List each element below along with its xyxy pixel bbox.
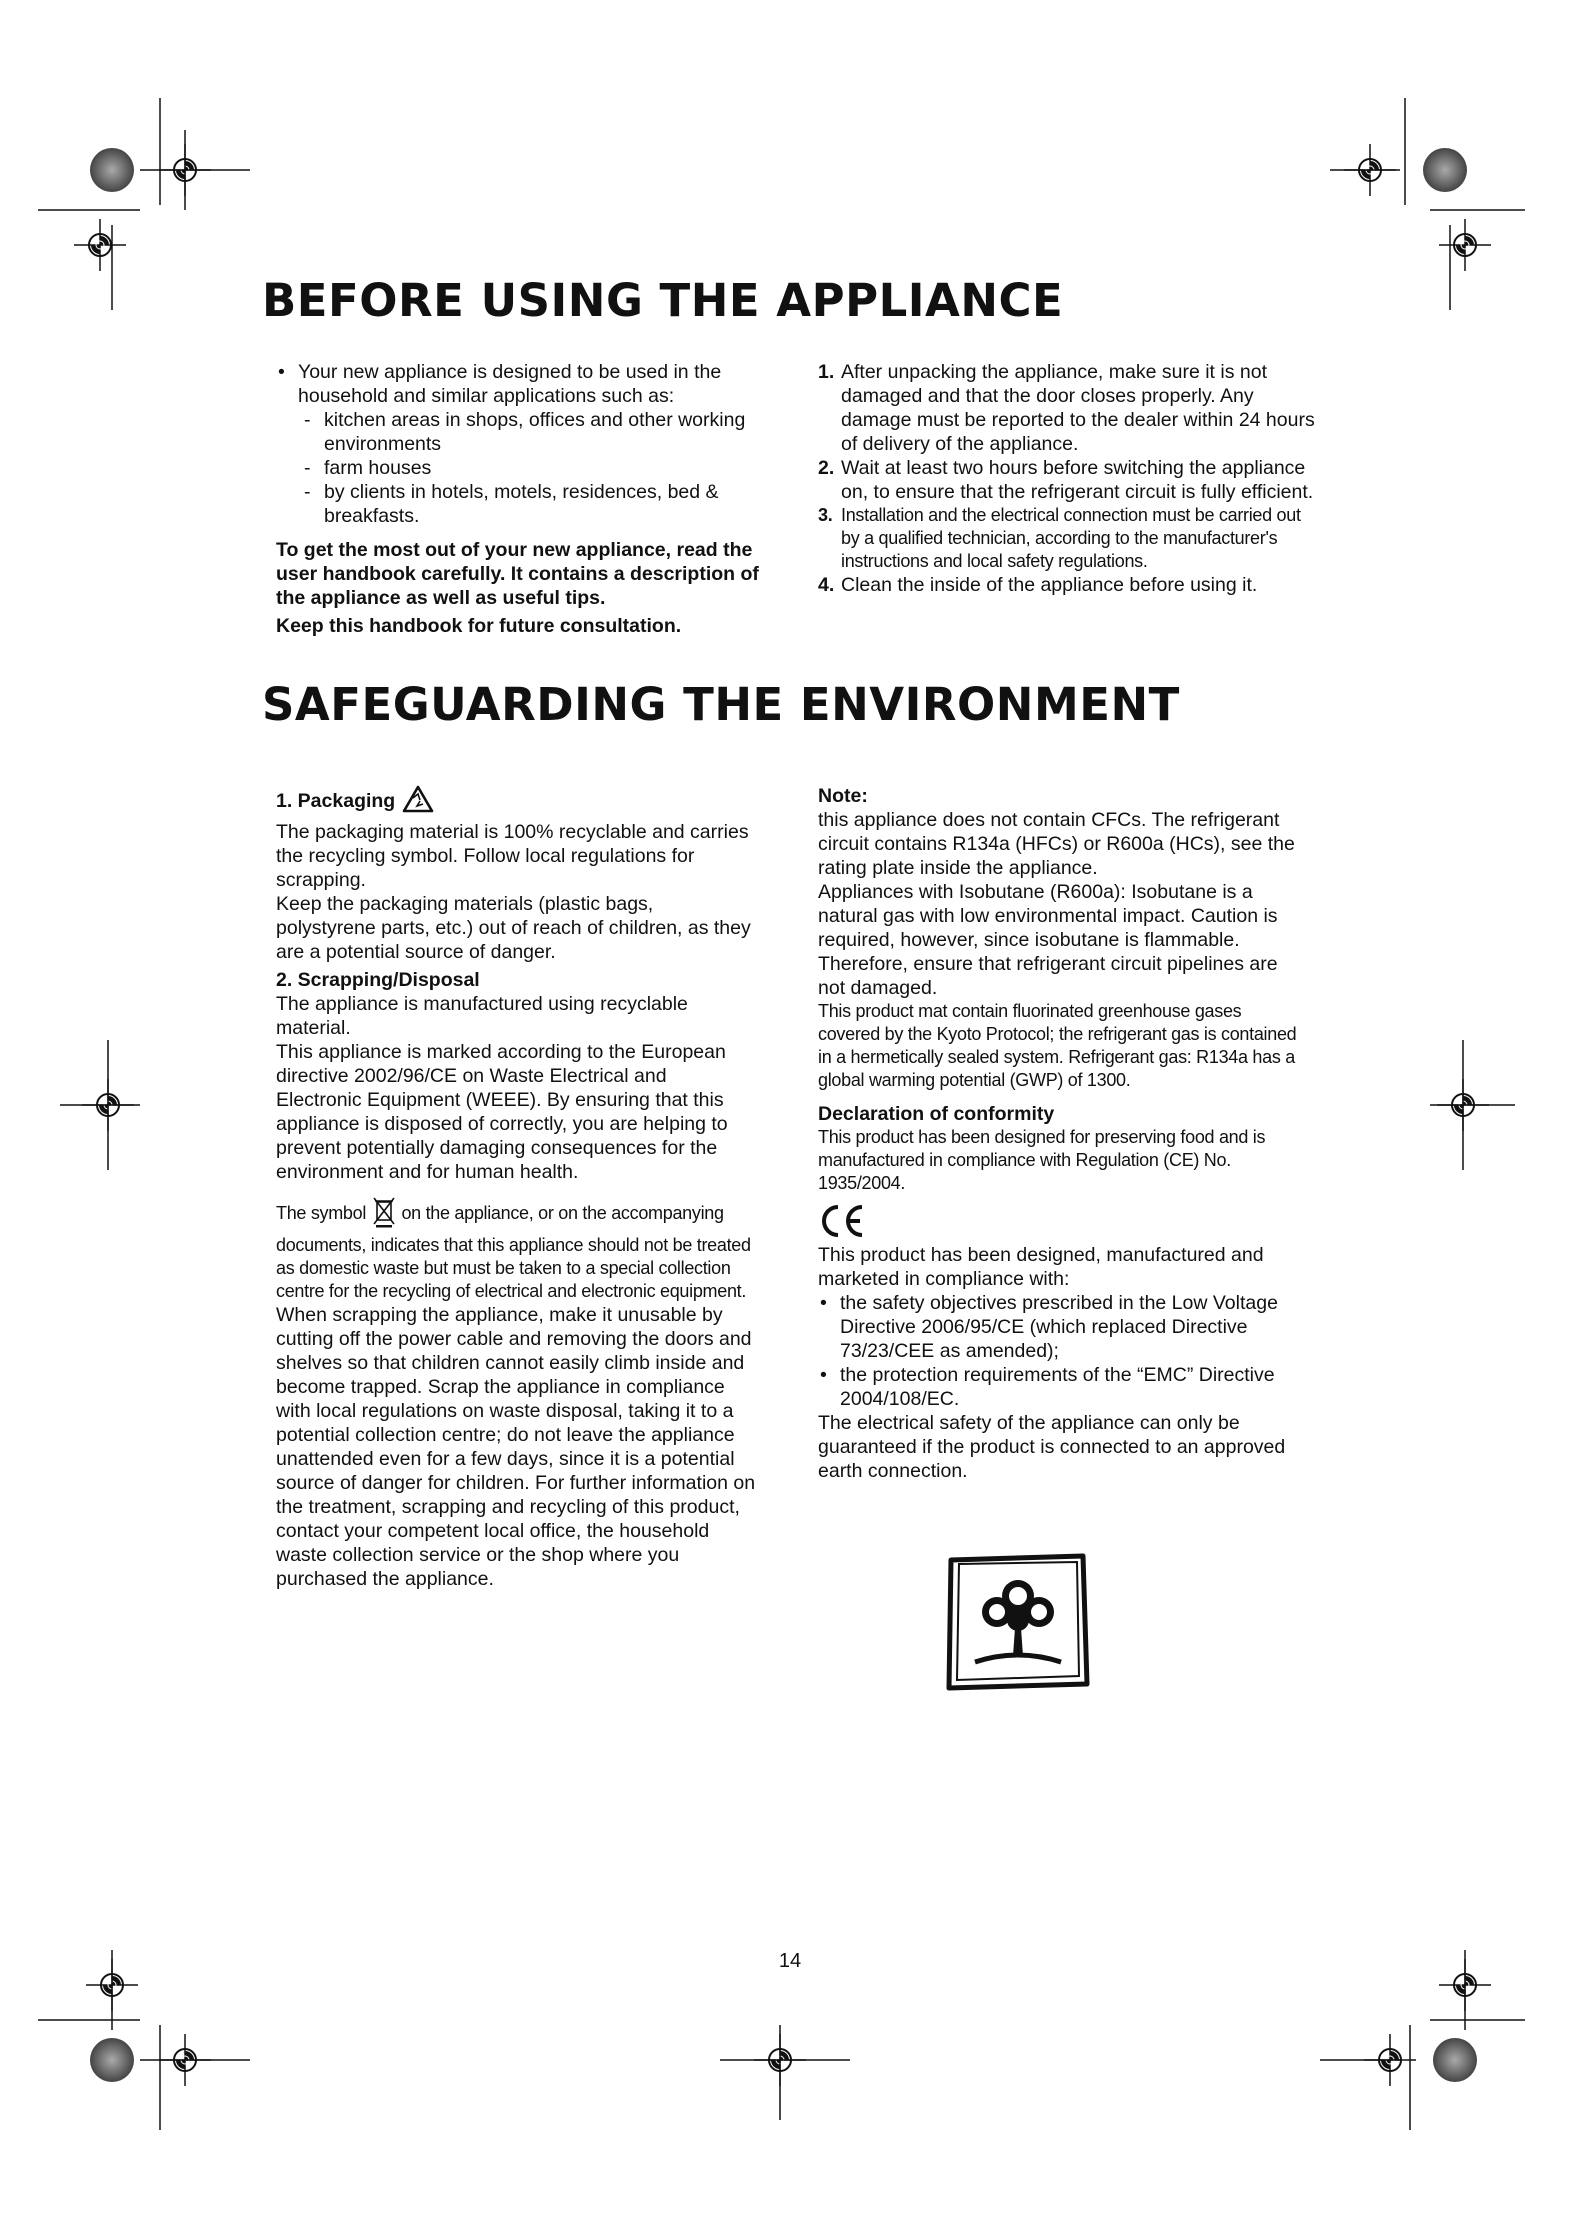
fgas-text: This product mat contain fluorinated greenhouse gases covered by the Kyoto Protocol; the refrigerant gas is contained in a hermetically sealed system. Refrigerant gas: R134a has a global warming potential (GWP) of 1300. bbox=[818, 1001, 1297, 1090]
scrapping-text: The appliance is manufactured using recyclable material. bbox=[276, 993, 688, 1039]
packaging-heading-line bbox=[276, 784, 756, 820]
declaration-text: This product has been designed for preserving food and is manufactured in compliance with Regulation (CE) No. 1935/2004. bbox=[818, 1127, 1266, 1193]
handbook-note: To get the most out of your new appliance, read the user handbook carefully. It contains a description of the appliance as well as useful tips. bbox=[276, 539, 759, 609]
section-title-before-using: BEFORE USING THE APPLIANCE bbox=[262, 274, 1064, 327]
intended-use-list bbox=[276, 360, 776, 408]
list-item: • the protection requirements of the “EMC” Directive 2004/108/EC. bbox=[818, 1363, 1298, 1411]
weee-bin-icon bbox=[371, 1194, 397, 1234]
list-item: • Your new appliance is designed to be used in the household and similar applications such as: bbox=[276, 360, 776, 408]
eco-tree-icon bbox=[945, 1552, 1091, 1692]
color-dot-icon bbox=[1423, 148, 1467, 192]
color-dot-icon bbox=[1433, 2038, 1477, 2082]
list-item: 2. Wait at least two hours before switching the appliance on, to ensure that the refrigerant circuit is fully efficient. bbox=[818, 457, 1314, 503]
setup-steps-list bbox=[818, 360, 1318, 597]
color-dot-icon bbox=[90, 148, 134, 192]
note-heading: Note: bbox=[818, 785, 868, 807]
environment-left-column bbox=[276, 784, 756, 1591]
use-cases-list bbox=[276, 408, 776, 528]
declaration-heading: Declaration of conformity bbox=[818, 1103, 1055, 1125]
scrapping-heading: 2. Scrapping/Disposal bbox=[276, 969, 480, 991]
weee-symbol-text: The symbol on the appliance, or on the accompanying documents, indicates that this appliance should not be treated as domestic waste but must be taken to a special collection centre for the recycling of electrical and electronic equipment. bbox=[276, 1194, 756, 1303]
list-item: • the safety objectives prescribed in the Low Voltage Directive 2006/95/CE (which replaced Directive 73/23/CEE as amended); bbox=[818, 1291, 1298, 1363]
before-using-left-column bbox=[276, 360, 776, 638]
list-item: 4. Clean the inside of the appliance before using it. bbox=[818, 574, 1258, 596]
environment-right-column bbox=[818, 784, 1298, 1483]
keep-handbook-note: Keep this handbook for future consultation. bbox=[276, 615, 682, 637]
note-text: this appliance does not contain CFCs. The refrigerant circuit contains R134a (HFCs) or R600a (HCs), see the rating plate inside the appliance. bbox=[818, 809, 1295, 879]
page-number: 14 bbox=[778, 1950, 802, 1972]
section-title-environment: SAFEGUARDING THE ENVIRONMENT bbox=[262, 678, 1180, 731]
color-dot-icon bbox=[90, 2038, 134, 2082]
electrical-safety-text: The electrical safety of the appliance can only be guaranteed if the product is connected to an approved earth connection. bbox=[818, 1412, 1286, 1482]
packaging-text-2: Keep the packaging materials (plastic bags, polystyrene parts, etc.) out of reach of children, as they are a potential source of danger. bbox=[276, 893, 751, 963]
compliance-list bbox=[818, 1291, 1298, 1411]
list-item: - kitchen areas in shops, offices and other working environments bbox=[276, 408, 776, 456]
weee-text: This appliance is marked according to the European directive 2002/96/CE on Waste Electrical and Electronic Equipment (WEEE). By ensuring that this appliance is disposed of correctly, you are helping to prevent potentially damaging consequences for the environment and for human health. bbox=[276, 1041, 728, 1183]
compliance-intro: This product has been designed, manufactured and marketed in compliance with: bbox=[818, 1244, 1264, 1290]
ce-mark-icon bbox=[818, 1203, 1298, 1243]
disposal-text: When scrapping the appliance, make it unusable by cutting off the power cable and removing the doors and shelves so that children cannot easily climb inside and become trapped. Scrap the appliance in compliance with local regulations on waste disposal, taking it to a potential collection centre; do not leave the appliance unattended even for a few days, since it is a potential source of danger for children. For further information on the treatment, scrapping and recycling of this product, contact your competent local office, the household waste collection service or the shop where you purchased the appliance. bbox=[276, 1304, 756, 1590]
list-item: - by clients in hotels, motels, residences, bed & breakfasts. bbox=[276, 480, 776, 528]
packaging-heading: 1. Packaging bbox=[276, 790, 396, 813]
isobutane-text: Appliances with Isobutane (R600a): Isobutane is a natural gas with low environmental impact. Caution is required, however, since isobutane is flammable. Therefore, ensure that refrigerant circuit pipelines are not damaged. bbox=[818, 881, 1278, 999]
list-item: - farm houses bbox=[276, 456, 776, 480]
list-item: 1. After unpacking the appliance, make sure it is not damaged and that the door closes properly. Any damage must be reported to the dealer within 24 hours of delivery of the appliance. bbox=[818, 361, 1315, 455]
list-item: 3. Installation and the electrical connection must be carried out by a qualified technician, according to the manufacturer's instructions and local safety regulations. bbox=[818, 505, 1301, 571]
before-using-right-column bbox=[818, 360, 1318, 597]
packaging-text: The packaging material is 100% recyclable and carries the recycling symbol. Follow local regulations for scrapping. bbox=[276, 821, 749, 891]
recycle-icon bbox=[401, 784, 435, 820]
